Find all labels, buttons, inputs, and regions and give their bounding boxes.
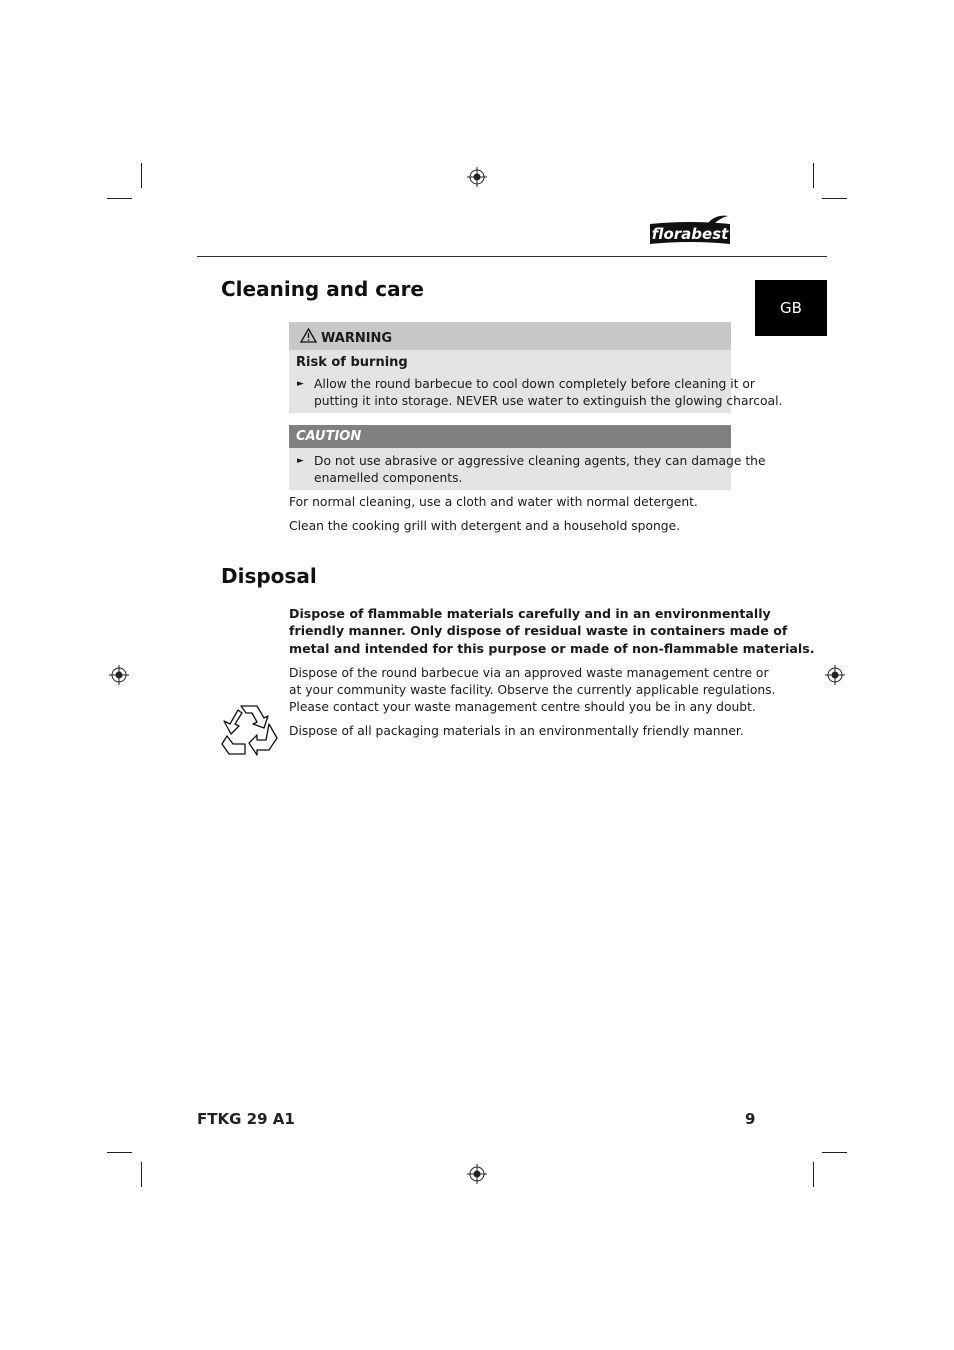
caution-text-line: enamelled components. (314, 471, 463, 485)
recycling-icon (221, 702, 279, 756)
header-rule (197, 256, 827, 257)
florabest-logo (648, 214, 732, 246)
bullet-arrow-icon: ► (297, 379, 304, 389)
crop-mark (822, 198, 847, 199)
warning-triangle-icon (300, 328, 317, 343)
crop-mark (822, 1152, 847, 1153)
disposal-text-line: at your community waste facility. Observe the currently applicable regulations. (289, 683, 776, 697)
model-number: FTKG 29 A1 (197, 1110, 295, 1128)
warning-header (289, 322, 731, 350)
caution-header (289, 425, 731, 448)
language-tab: GB (755, 280, 827, 336)
crop-mark (141, 163, 142, 188)
crop-mark (107, 1152, 132, 1153)
registration-mark-icon (467, 167, 487, 187)
crop-mark (141, 1162, 142, 1187)
bullet-arrow-icon: ► (297, 456, 304, 466)
body-paragraph: For normal cleaning, use a cloth and water with normal detergent. (289, 495, 698, 509)
registration-mark-icon (825, 665, 845, 685)
warning-subtitle: Risk of burning (296, 355, 408, 370)
registration-mark-icon (467, 1164, 487, 1184)
logo-text: florabest (651, 225, 729, 243)
warning-text-line: putting it into storage. NEVER use water to extinguish the glowing charcoal. (314, 394, 783, 408)
section-title-disposal: Disposal (221, 564, 317, 588)
disposal-bold-line: metal and intended for this purpose or made of non-flammable materials. (289, 641, 815, 656)
registration-mark-icon (109, 665, 129, 685)
caution-label: CAUTION (296, 429, 362, 444)
crop-mark (813, 163, 814, 188)
disposal-text-line: Please contact your waste management centre should you be in any doubt. (289, 700, 756, 714)
disposal-bold-line: Dispose of flammable materials carefully and in an environmentally (289, 606, 771, 621)
disposal-text-line: Dispose of the round barbecue via an approved waste management centre or (289, 666, 769, 680)
crop-mark (813, 1162, 814, 1187)
disposal-bold-line: friendly manner. Only dispose of residual waste in containers made of (289, 623, 788, 638)
body-paragraph: Clean the cooking grill with detergent and a household sponge. (289, 519, 681, 533)
section-title-cleaning: Cleaning and care (221, 277, 424, 301)
caution-body (289, 448, 766, 490)
warning-body (289, 350, 783, 413)
warning-text-line: Allow the round barbecue to cool down completely before cleaning it or (314, 377, 755, 391)
warning-label: WARNING (321, 331, 393, 346)
disposal-text-line: Dispose of all packaging materials in an environmentally friendly manner. (289, 724, 744, 738)
page-number: 9 (745, 1110, 756, 1128)
caution-text-line: Do not use abrasive or aggressive cleaning agents, they can damage the (314, 454, 766, 468)
crop-mark (107, 198, 132, 199)
